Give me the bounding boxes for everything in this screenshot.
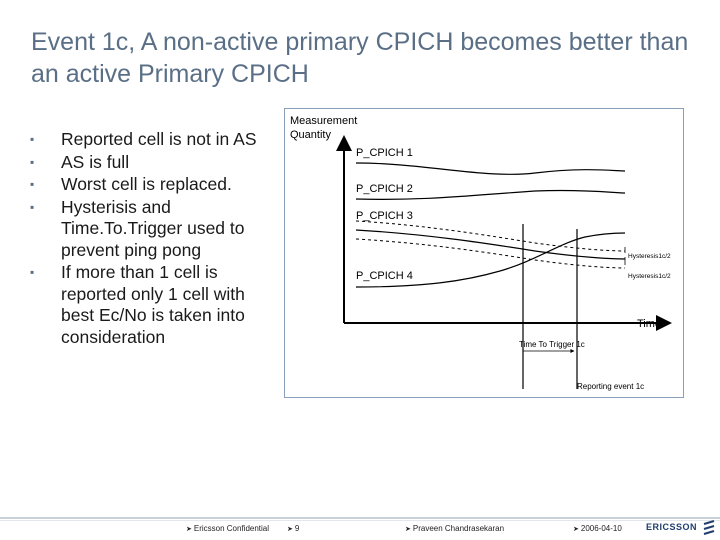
bullet-text: Worst cell is replaced. <box>61 174 232 194</box>
curve-cpich-3-lower-hysteresis <box>356 239 625 268</box>
curve-label-cpich-2: P_CPICH 2 <box>356 183 413 195</box>
footer-page-number: ➤ 9 <box>287 524 300 533</box>
bullet-text: Hysterisis and Time.To.Trigger used to prevent ping pong <box>61 196 245 260</box>
y-axis-label: Measurement <box>290 115 358 127</box>
curve-label-cpich-4: P_CPICH 4 <box>356 270 413 282</box>
ericsson-logo-icon <box>702 520 716 536</box>
square-bullet-icon: ▪ <box>30 154 35 169</box>
arrow-bullet-icon: ➤ <box>287 526 293 533</box>
ericsson-logo-text: ERICSSON <box>646 522 698 532</box>
bullet-item <box>30 152 260 174</box>
bullet-item <box>30 262 260 348</box>
bullet-text: If more than 1 cell is reported only 1 cell with best Ec/No is taken into consideration <box>61 262 245 347</box>
arrow-bullet-icon: ➤ <box>573 526 579 533</box>
square-bullet-icon: ▪ <box>30 199 35 214</box>
curve-cpich-1 <box>356 163 625 174</box>
square-bullet-icon: ▪ <box>30 132 35 146</box>
arrow-bullet-icon: ➤ <box>405 526 411 533</box>
time-to-trigger-label: Time To Trigger 1c <box>519 340 585 349</box>
footer-date: ➤ 2006-04-10 <box>573 524 622 533</box>
x-axis-label: Time <box>637 318 662 330</box>
event-1c-diagram <box>284 108 684 398</box>
arrow-bullet-icon: ➤ <box>186 526 192 533</box>
footer-confidential: ➤ Ericsson Confidential <box>186 524 270 533</box>
reporting-event-label: Reporting event 1c <box>577 382 645 391</box>
footer-author: ➤ Praveen Chandrasekaran <box>405 524 505 533</box>
bullet-text: AS is full <box>61 151 130 172</box>
bullet-list <box>30 129 260 349</box>
curve-label-cpich-1: P_CPICH 1 <box>356 147 413 159</box>
bullet-item <box>30 129 260 151</box>
hysteresis-label-upper: Hysteresis1c/2 <box>628 253 671 260</box>
bullet-item <box>30 174 260 196</box>
curve-label-cpich-3: P_CPICH 3 <box>356 210 413 222</box>
square-bullet-icon: ▪ <box>30 177 35 191</box>
hysteresis-label-lower: Hysteresis1c/2 <box>628 273 671 280</box>
curve-cpich-3-upper-hysteresis <box>356 221 625 251</box>
square-bullet-icon: ▪ <box>30 265 35 279</box>
footer-divider-thin <box>0 520 720 521</box>
curve-cpich-3 <box>356 230 625 259</box>
y-axis-label: Quantity <box>290 129 331 141</box>
bullet-text: Reported cell is not in AS <box>61 129 257 149</box>
bullet-item <box>30 197 260 262</box>
slide-title: Event 1c, A non-active primary CPICH becomes better than an active Primary CPICH <box>31 28 689 88</box>
footer-divider <box>0 517 720 519</box>
